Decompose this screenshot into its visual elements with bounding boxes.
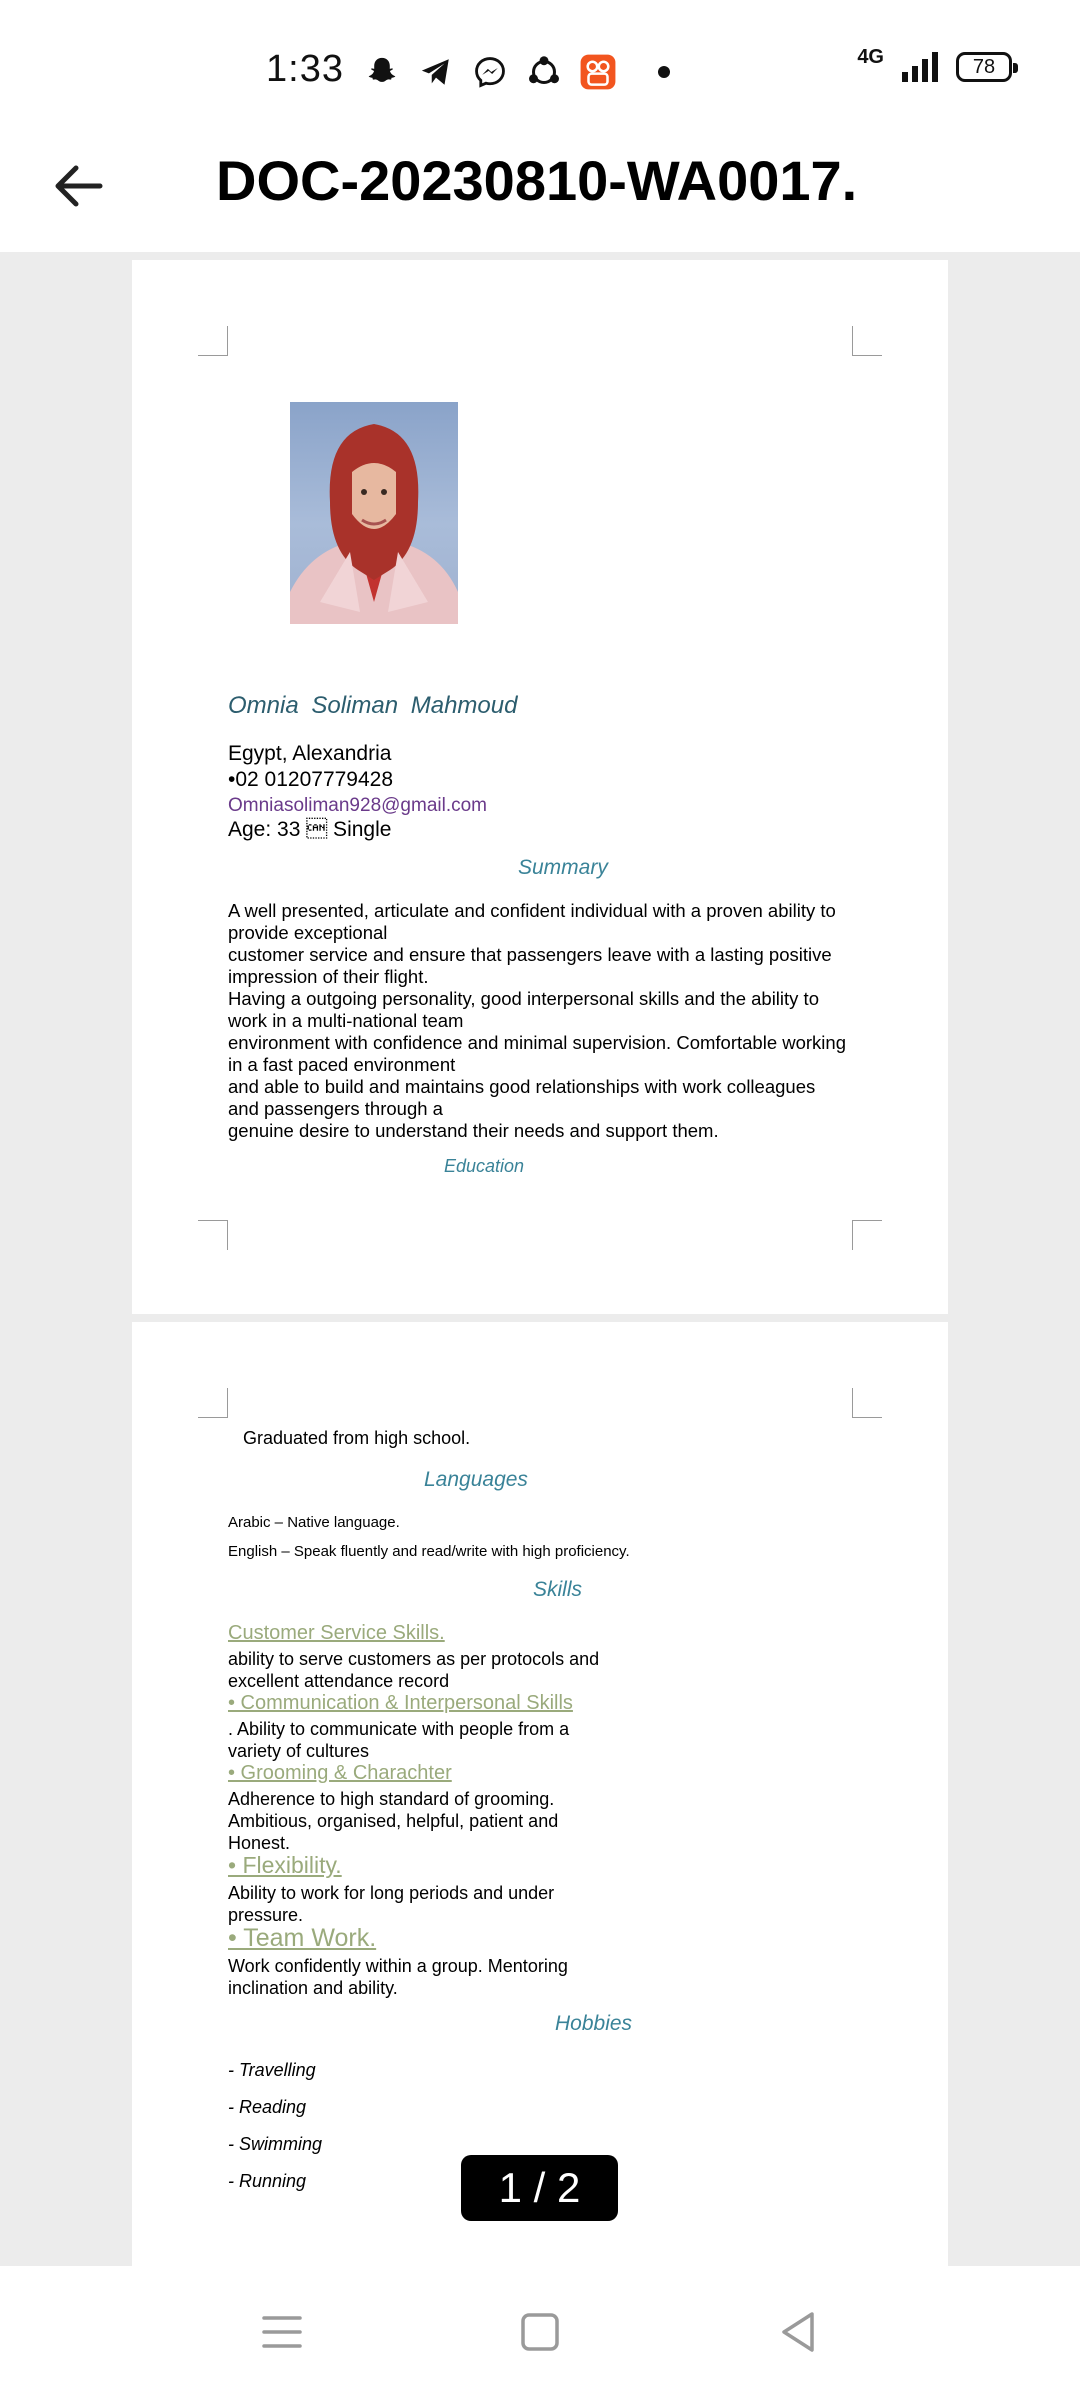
summary-line: and able to build and maintains good relationships with work colleagues and passengers through a xyxy=(228,1076,816,1119)
back-nav-button[interactable] xyxy=(768,2302,828,2362)
hobby-item: - Running xyxy=(228,2171,307,2191)
corner-mark xyxy=(852,1388,882,1418)
hobbies-heading: Hobbies xyxy=(555,2012,633,2035)
summary-line: Having a outgoing personality, good interpersonal skills and the ability to work in a multi-national team xyxy=(228,988,819,1031)
document-page-1[interactable] xyxy=(132,260,948,1314)
skill-description: . Ability to communicate with people from a variety of cultures xyxy=(228,1719,570,1761)
messenger-icon xyxy=(470,52,510,92)
status-bar xyxy=(0,0,1080,140)
more-notifications-dot xyxy=(658,66,670,78)
navigation-bar xyxy=(0,2266,1080,2400)
corner-mark xyxy=(852,1220,882,1250)
recents-button[interactable] xyxy=(252,2302,312,2362)
corner-mark xyxy=(198,326,228,356)
age-status: Age: 33  Single xyxy=(228,818,392,841)
summary-text xyxy=(228,900,848,1142)
summary-line: customer service and ensure that passengers leave with a lasting positive impression of their flight. xyxy=(228,944,832,987)
summary-heading: Summary xyxy=(518,856,608,879)
education-heading: Education xyxy=(444,1156,525,1176)
skill-description: Ability to work for long periods and under pressure. xyxy=(228,1883,555,1925)
language-item: English – Speak fluently and read/write with high proficiency. xyxy=(228,1543,630,1560)
home-button[interactable] xyxy=(510,2302,570,2362)
signal-icon xyxy=(902,52,938,82)
network-type: 4G xyxy=(857,45,884,68)
skill-title: • Flexibility. xyxy=(228,1852,342,1878)
location: Egypt, Alexandria xyxy=(228,742,392,765)
arrow-left-icon xyxy=(46,154,110,218)
skill-description: Adherence to high standard of grooming. Ambitious, organised, helpful, patient and Honest. xyxy=(228,1789,559,1853)
email-link[interactable]: Omniasoliman928@gmail.com xyxy=(228,795,487,816)
summary-line: genuine desire to understand their needs and support them. xyxy=(228,1120,719,1141)
triangle-back-icon xyxy=(768,2302,828,2362)
menu-icon xyxy=(252,2302,312,2362)
skill-title: Customer Service Skills. xyxy=(228,1622,445,1644)
corner-mark xyxy=(198,1220,228,1250)
language-item: Arabic – Native language. xyxy=(228,1514,400,1531)
clock: 1:33 xyxy=(266,48,344,90)
battery-level: 78 xyxy=(972,55,996,78)
phone-number: •02 01207779428 xyxy=(228,768,394,791)
page-indicator: 1 / 2 xyxy=(461,2155,618,2221)
square-icon xyxy=(510,2302,570,2362)
notification-icons xyxy=(362,52,670,92)
battery-icon xyxy=(956,52,1012,82)
share-hub-icon xyxy=(524,52,564,92)
corner-mark xyxy=(852,326,882,356)
telegram-icon xyxy=(416,52,456,92)
hobby-item: - Swimming xyxy=(228,2134,323,2154)
hobby-item: - Reading xyxy=(228,2097,307,2117)
app-bar xyxy=(0,140,1080,252)
languages-heading: Languages xyxy=(424,1468,528,1491)
skill-title: • Communication & Interpersonal Skills xyxy=(228,1692,573,1714)
document-title: DOC-20230810-WA0017. xyxy=(216,149,858,212)
hobby-item: - Travelling xyxy=(228,2060,316,2080)
snapchat-icon xyxy=(362,52,402,92)
skill-title: • Team Work. xyxy=(228,1924,377,1952)
summary-line: A well presented, articulate and confident individual with a proven ability to provide exceptional xyxy=(228,900,836,943)
back-button[interactable] xyxy=(46,154,110,218)
resume-name: Omnia Soliman Mahmoud xyxy=(228,692,518,719)
summary-line: environment with confidence and minimal supervision. Comfortable working in a fast paced environment xyxy=(228,1032,846,1075)
skill-description: Work confidently within a group. Mentoring inclination and ability. xyxy=(228,1956,568,1998)
corner-mark xyxy=(198,1388,228,1418)
app-icon xyxy=(578,52,618,92)
profile-photo xyxy=(290,402,458,624)
system-icons xyxy=(857,45,1012,82)
skill-title: • Grooming & Charachter xyxy=(228,1762,452,1784)
skill-description: ability to serve customers as per protocols and excellent attendance record xyxy=(228,1649,600,1691)
skills-heading: Skills xyxy=(533,1578,583,1601)
education-text: Graduated from high school. xyxy=(243,1428,471,1448)
